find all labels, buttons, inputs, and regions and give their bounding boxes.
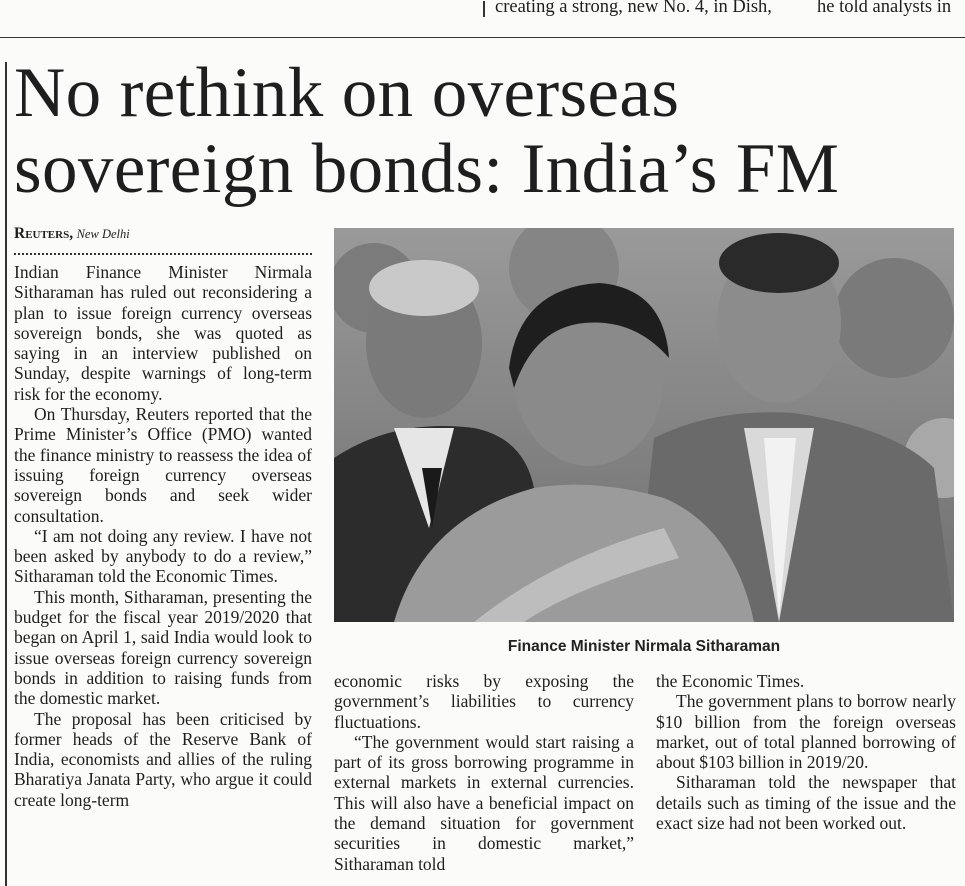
- left-rule: [5, 62, 7, 886]
- paragraph: “I am not doing any review. I have not been asked by anybody to do a review,” Sitharaman told the Economic Times.: [14, 525, 312, 587]
- paragraph: Indian Finance Minister Nirmala Sitharaman has ruled out reconsidering a plan to issue foreign currency overseas sovereign bonds, she was quoted as saying in an interview published on Sunday, despite warnings of long-term risk for the economy.: [14, 262, 312, 404]
- photo-caption: Finance Minister Nirmala Sitharaman: [507, 638, 781, 655]
- paragraph: “The government would start raising a part of its gross borrowing programme in external markets in external currencies. This will also have a beneficial impact on the demand situation for government securities in domestic market,” Sitharaman told: [334, 731, 634, 874]
- photo-illustration: [334, 228, 954, 622]
- byline: [14, 225, 130, 243]
- byline-agency: Reuters,: [14, 225, 74, 242]
- article-column-2: [334, 671, 634, 874]
- headline-line-2: sovereign bonds: India’s FM: [14, 130, 840, 208]
- article-column-3: [656, 671, 956, 833]
- previous-story-fragment-left: creating a strong, new No. 4, in Dish,: [495, 0, 772, 17]
- news-photo: [334, 228, 954, 622]
- article-column-1: [14, 262, 312, 810]
- paragraph: The government plans to borrow nearly $10 billion from the foreign overseas market, out of total planned borrowing of about $103 billion in 2019/20.: [656, 691, 956, 773]
- headline-line-1: No rethink on overseas: [14, 54, 680, 132]
- byline-place: New Delhi: [76, 227, 130, 241]
- paragraph: Sitharaman told the newspaper that details such as timing of the issue and the exact size had not been worked out.: [656, 772, 956, 834]
- previous-story-fragment-right: he told analysts in: [817, 0, 952, 17]
- column-divider: [483, 1, 485, 17]
- paragraph: The proposal has been criticised by former heads of the Reserve Bank of India, economists and allies of the ruling Bharatiya Janata Party, who argue it could create long-term: [14, 708, 312, 810]
- headline: [14, 55, 839, 207]
- paragraph: economic risks by exposing the government’s liabilities to currency fluctuations.: [334, 671, 634, 732]
- paragraph: On Thursday, Reuters reported that the Prime Minister’s Office (PMO) wanted the finance ministry to reassess the idea of issuing foreign currency overseas sovereign bonds and seek wider consultation.: [14, 404, 312, 526]
- top-strip: [0, 0, 965, 38]
- paragraph: This month, Sitharaman, presenting the budget for the fiscal year 2019/2020 that began on April 1, said India would look to issue overseas foreign currency sovereign bonds in addition to raising funds from the domestic market.: [14, 586, 312, 709]
- paragraph: the Economic Times.: [656, 671, 805, 691]
- dotted-divider: [14, 253, 312, 255]
